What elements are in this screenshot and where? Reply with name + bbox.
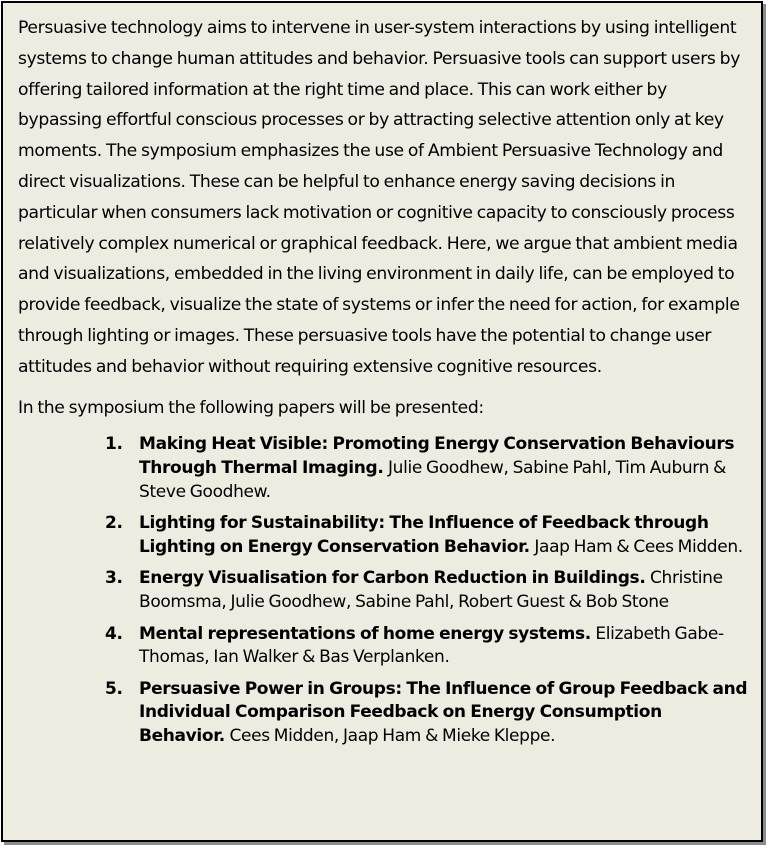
document-box xyxy=(1,1,763,842)
list-item-number: 1. xyxy=(105,434,123,455)
paper-title: Mental representations of home energy systems. xyxy=(139,623,596,644)
list-item xyxy=(18,433,750,504)
list-item-number: 5. xyxy=(105,678,123,699)
paper-title: Making Heat Visible: Promoting Energy Conservation Behaviours Through Thermal Imaging. xyxy=(139,434,735,478)
list-item-number: 4. xyxy=(105,623,123,644)
list-item xyxy=(18,512,750,559)
list-item xyxy=(18,678,750,749)
paper-title: Persuasive Power in Groups: The Influence of Group Feedback and Individual Comparison Feedback on Energy Consumption Behavior. xyxy=(139,678,748,746)
paper-title: Lighting for Sustainability: The Influence of Feedback through Lighting on Energy Conservation Behavior. xyxy=(139,513,709,557)
paper-authors: Julie Goodhew, Sabine Pahl, Tim Auburn & Steve Goodhew. xyxy=(139,457,727,502)
list-item xyxy=(18,623,750,670)
abstract-paragraph: Persuasive technology aims to intervene in user-system interactions by using intelligent systems to change human attitudes and behavior. Persuasive tools can support users by offering tailored information at the right time and place. This can work either by bypassing effortful conscious processes or by attracting selective attention only at key moments. The symposium emphasizes the use of Ambient Persuasive Technology and direct visualizations. These can be helpful to enhance energy saving decisions in particular when consumers lack motivation or cognitive capacity to consciously process relatively complex numerical or graphical feedback. Here, we argue that ambient media and visualizations, embedded in the living environment in daily life, can be employed to provide feedback, visualize the state of systems or infer the need for action, for example through lighting or images. These persuasive tools have the potential to change user attitudes and behavior without requiring extensive cognitive resources. xyxy=(18,18,741,377)
list-item-number: 2. xyxy=(105,513,123,534)
list-item xyxy=(18,567,750,614)
papers-intro: In the symposium the following papers will be presented: xyxy=(18,397,484,418)
paper-authors: Elizabeth Gabe-Thomas, Ian Walker & Bas Verplanken. xyxy=(139,623,724,668)
paper-authors: Christine Boomsma, Julie Goodhew, Sabine Pahl, Robert Guest & Bob Stone xyxy=(139,568,723,612)
paper-authors: Cees Midden, Jaap Ham & Mieke Kleppe. xyxy=(229,725,556,746)
paper-list xyxy=(18,433,750,748)
list-item-number: 3. xyxy=(105,568,123,589)
paper-authors: Jaap Ham & Cees Midden. xyxy=(534,536,743,557)
document-content xyxy=(18,13,750,756)
paper-title: Energy Visualisation for Carbon Reduction in Buildings. xyxy=(139,568,651,589)
